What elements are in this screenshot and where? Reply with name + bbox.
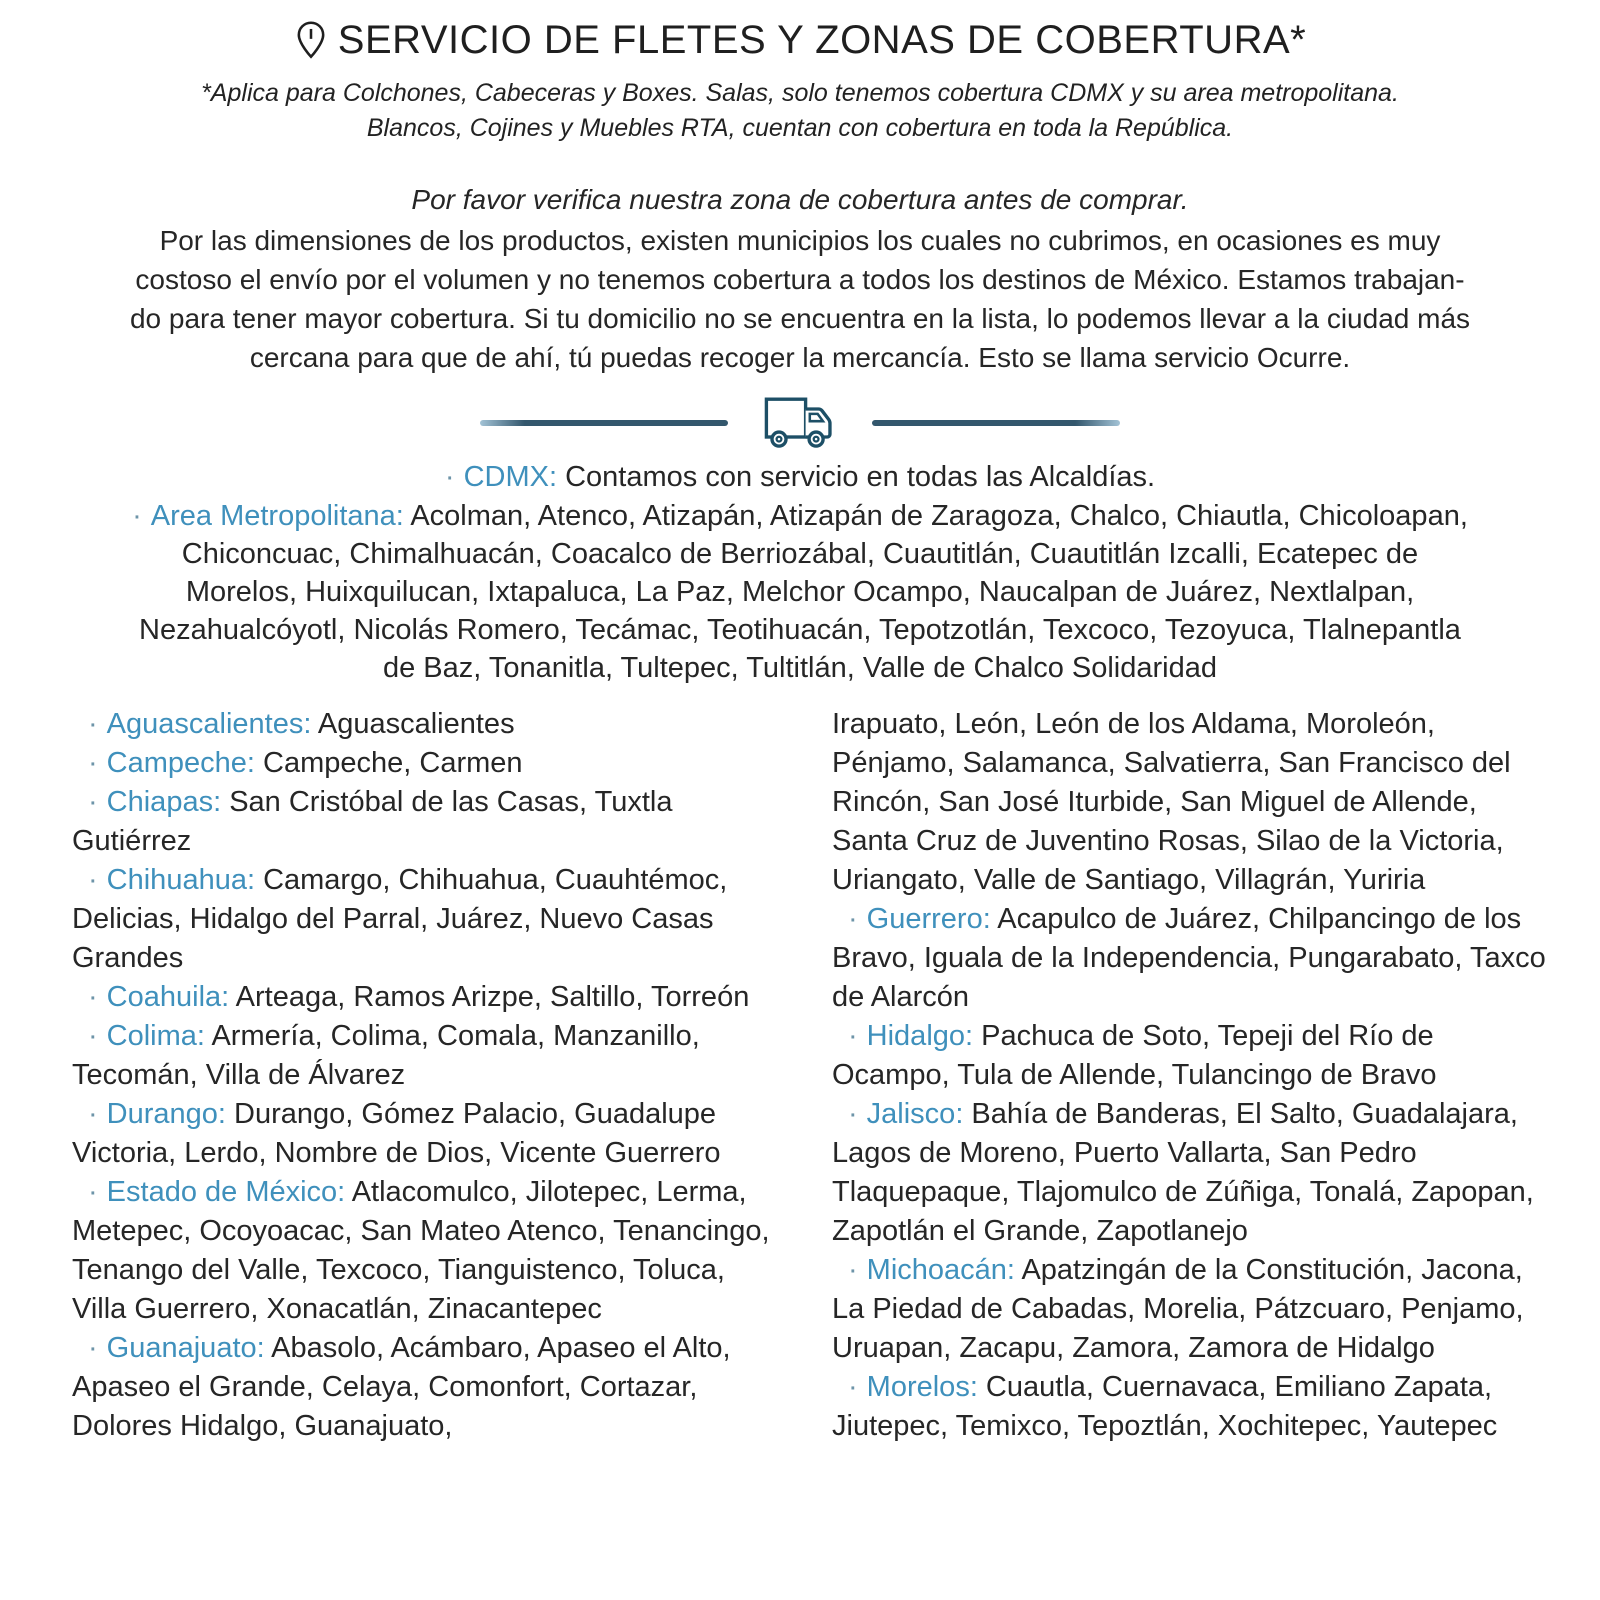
cdmx-text: Contamos con servicio en todas las Alcaldías. bbox=[565, 461, 1156, 493]
state-name: Colima: bbox=[106, 1020, 205, 1052]
state-name: Guanajuato: bbox=[106, 1332, 265, 1364]
state-entry bbox=[72, 978, 786, 1017]
state-cities: Armería, Colima, Comala, Manzanillo, Tecomán, Villa de Álvarez bbox=[72, 1020, 700, 1091]
state-cities: Atlacomulco, Jilotepec, Lerma, Metepec, Ocoyoacac, San Mateo Atenco, Tenancingo, Tenango del Valle, Texcoco, Tianguistenco, Toluca, Villa Guerrero, Xonacatlán, Zinacantepec bbox=[72, 1176, 770, 1325]
state-entry bbox=[72, 705, 786, 744]
state-entry bbox=[832, 1095, 1546, 1251]
bullet-icon: · bbox=[848, 1371, 858, 1403]
text-line: costoso el envío por el volumen y no tenemos cobertura a todos los destinos de México. Estamos trabajan- bbox=[135, 264, 1465, 295]
state-name: Coahuila: bbox=[106, 981, 230, 1013]
state-cities: Irapuato, León, León de los Aldama, Moroleón, Pénjamo, Salamanca, Salvatierra, San Francisco del Rincón, San José Iturbide, San Miguel de Allende, Santa Cruz de Juventino Rosas, Silao de la Victoria, Uriangato, Valle de Santiago, Villagrán, Yuriria bbox=[832, 708, 1511, 896]
state-entry bbox=[72, 1329, 786, 1446]
states-column-right bbox=[832, 705, 1546, 1446]
state-cities: Bahía de Banderas, El Salto, Guadalajara, Lagos de Moreno, Puerto Vallarta, San Pedro Tlaquepaque, Tlajomulco de Zúñiga, Tonalá, Zapopan, Zapotlán el Grande, Zapotlanejo bbox=[832, 1098, 1534, 1247]
delivery-truck-icon bbox=[754, 395, 846, 451]
bullet-icon: · bbox=[88, 1332, 98, 1364]
state-entry bbox=[72, 744, 786, 783]
bullet-icon: · bbox=[88, 1098, 98, 1130]
state-cities: Acapulco de Juárez, Chilpancingo de los Bravo, Iguala de la Independencia, Pungarabato, Taxco de Alarcón bbox=[832, 903, 1546, 1013]
cdmx-label: CDMX: bbox=[463, 461, 558, 493]
cdmx-coverage-line bbox=[0, 457, 1600, 497]
bullet-icon: · bbox=[88, 708, 98, 740]
text-line: do para tener mayor cobertura. Si tu domicilio no se encuentra en la lista, lo podemos llevar a la ciudad más bbox=[129, 303, 1471, 334]
states-column-left bbox=[72, 705, 786, 1446]
location-pin-icon bbox=[294, 20, 328, 60]
metro-label: Area Metropolitana: bbox=[150, 500, 404, 532]
state-entry bbox=[832, 1251, 1546, 1368]
state-entry bbox=[72, 1095, 786, 1173]
state-cities: Abasolo, Acámbaro, Apaseo el Alto, Apaseo el Grande, Celaya, Comonfort, Cortazar, Dolores Hidalgo, Guanajuato, bbox=[72, 1332, 731, 1442]
bullet-icon: · bbox=[88, 864, 98, 896]
truck-divider bbox=[480, 395, 1120, 451]
disclaimer-line: Blancos, Cojines y Muebles RTA, cuentan con cobertura en toda la República. bbox=[366, 114, 1234, 142]
text-line: Chiconcuac, Chimalhuacán, Coacalco de Berriozábal, Cuautitlán, Cuautitlán Izcalli, Ecatepec de bbox=[181, 538, 1419, 570]
divider-line-left bbox=[480, 420, 728, 426]
metro-text: Acolman, Atenco, Atizapán, Atizapán de Zaragoza, Chalco, Chiautla, Chicoloapan, bbox=[410, 500, 1468, 532]
state-cities: Cuautla, Cuernavaca, Emiliano Zapata, Jiutepec, Temixco, Tepoztlán, Xochitepec, Yautepec bbox=[832, 1371, 1498, 1442]
bullet-icon: · bbox=[88, 1020, 98, 1052]
state-cities: Durango, Gómez Palacio, Guadalupe Victoria, Lerdo, Nombre de Dios, Vicente Guerrero bbox=[72, 1098, 721, 1169]
intro-paragraph bbox=[0, 221, 1600, 377]
state-name: Aguascalientes: bbox=[106, 708, 312, 740]
text-line: Morelos, Huixquilucan, Ixtapaluca, La Paz, Melchor Ocampo, Naucalpan de Juárez, Nextlalpan, bbox=[185, 576, 1415, 608]
bullet-icon: · bbox=[132, 500, 142, 532]
bullet-icon: · bbox=[848, 1020, 858, 1052]
state-cities: Aguascalientes bbox=[311, 708, 515, 740]
bullet-icon: · bbox=[848, 1254, 858, 1286]
state-name: Estado de México: bbox=[106, 1176, 346, 1208]
state-name: Campeche: bbox=[106, 747, 255, 779]
text-line: Nezahualcóyotl, Nicolás Romero, Tecámac, Teotihuacán, Tepotzotlán, Texcoco, Tezoyuca, Tlalnepantla bbox=[139, 614, 1461, 646]
page-title-row bbox=[0, 16, 1600, 64]
states-columns bbox=[0, 705, 1600, 1446]
intro-lead: Por favor verifica nuestra zona de cobertura antes de comprar. bbox=[411, 184, 1189, 215]
state-name: Durango: bbox=[106, 1098, 226, 1130]
state-entry bbox=[832, 1017, 1546, 1095]
metro-coverage-paragraph bbox=[0, 535, 1600, 687]
disclaimer bbox=[0, 76, 1600, 146]
bullet-icon: · bbox=[88, 747, 98, 779]
state-name: Jalisco: bbox=[866, 1098, 964, 1130]
state-cities: Pachuca de Soto, Tepeji del Río de Ocampo, Tula de Allende, Tulancingo de Bravo bbox=[832, 1020, 1437, 1091]
text-line: cercana para que de ahí, tú puedas recoger la mercancía. Esto se llama servicio Ocurre. bbox=[249, 342, 1351, 373]
page-title: SERVICIO DE FLETES Y ZONAS DE COBERTURA* bbox=[337, 18, 1307, 62]
text-line: de Baz, Tonanitla, Tultepec, Tultitlán, Valle de Chalco Solidaridad bbox=[382, 652, 1217, 684]
state-name: Guerrero: bbox=[866, 903, 991, 935]
state-cities: Camargo, Chihuahua, Cuauhtémoc, Delicias, Hidalgo del Parral, Juárez, Nuevo Casas Grandes bbox=[72, 864, 728, 974]
state-cities: Apatzingán de la Constitución, Jacona, La Piedad de Cabadas, Morelia, Pátzcuaro, Penjamo, Uruapan, Zacapu, Zamora, Zamora de Hidalgo bbox=[832, 1254, 1524, 1364]
state-entry bbox=[832, 705, 1546, 900]
divider-line-right bbox=[872, 420, 1120, 426]
bullet-icon: · bbox=[88, 1176, 98, 1208]
state-name: Chiapas: bbox=[106, 786, 222, 818]
bullet-icon: · bbox=[88, 786, 98, 818]
state-entry bbox=[72, 861, 786, 978]
state-cities: Arteaga, Ramos Arizpe, Saltillo, Torreón bbox=[229, 981, 750, 1013]
state-name: Hidalgo: bbox=[866, 1020, 974, 1052]
bullet-icon: · bbox=[444, 461, 455, 493]
bullet-icon: · bbox=[88, 981, 98, 1013]
disclaimer-line: *Aplica para Colchones, Cabeceras y Boxes. Salas, solo tenemos cobertura CDMX y su area metropolitana. bbox=[201, 79, 1399, 107]
state-name: Chihuahua: bbox=[106, 864, 256, 896]
state-cities: San Cristóbal de las Casas, Tuxtla Gutiérrez bbox=[72, 786, 673, 857]
state-name: Morelos: bbox=[866, 1371, 978, 1403]
state-entry bbox=[72, 783, 786, 861]
text-line: Por las dimensiones de los productos, existen municipios los cuales no cubrimos, en ocasiones es muy bbox=[159, 225, 1441, 256]
state-entry bbox=[72, 1017, 786, 1095]
metro-coverage-first-line bbox=[0, 497, 1600, 535]
bullet-icon: · bbox=[848, 903, 858, 935]
bullet-icon: · bbox=[848, 1098, 858, 1130]
state-entry bbox=[832, 900, 1546, 1017]
state-name: Michoacán: bbox=[866, 1254, 1015, 1286]
state-entry bbox=[72, 1173, 786, 1329]
state-cities: Campeche, Carmen bbox=[254, 747, 523, 779]
state-entry bbox=[832, 1368, 1546, 1446]
